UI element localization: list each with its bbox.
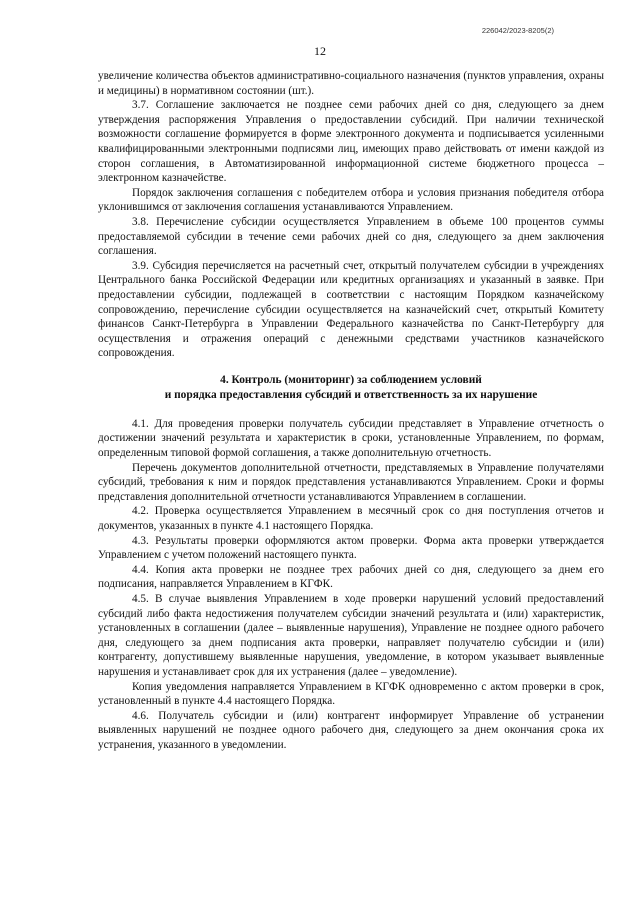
page-number: 12 [314, 44, 326, 58]
document-id: 226042/2023-8205(2) [481, 26, 554, 35]
paragraph-4-2: 4.2. Проверка осуществляется Управлением в месячный срок со дня поступления отчетов и документов, указанных в пункте 4.1 настоящего Порядка. [98, 505, 604, 533]
section-heading-line-2: и порядка предоставления субсидий и ответственность за их нарушение [164, 388, 538, 401]
paragraph-reporting-list: Перечень документов дополнительной отчетности, представляемых в Управление получателями субсидий, требования к ним и порядок представления устанавливаются Управлением. Сроки и формы представления дополнительной отчетности устанавливаются Управлением в соглашении. [98, 461, 604, 503]
paragraph-4-6: 4.6. Получатель субсидии и (или) контрагент информирует Управление об устранении выявленных нарушений не позднее одного рабочего дня, следующего за днем окончания срока их устранения, указанного в уведомлении. [98, 709, 604, 751]
section-heading-line-1: 4. Контроль (мониторинг) за соблюдением условий [220, 373, 482, 386]
paragraph-4-4: 4.4. Копия акта проверки не позднее трех рабочих дней со дня, следующего за днем его подписания, направляется Управлением в КГФК. [98, 563, 604, 591]
paragraph-4-5: 4.5. В случае выявления Управлением в ходе проверки нарушений условий предоставлений субсидий либо факта недостижения получателем субсидии значений результата и (или) характеристик, установленных в соглашении (далее – выявленные нарушения), Управление не позднее одного рабочего дня, следующего за днем подписания акта проверки, направляет получателю субсидии и (или) контрагенту, допустившему выявленные нарушения, уведомление, в котором указывает выявленные нарушения и устанавливает срок для их устранения (далее – уведомление). [98, 593, 604, 678]
section-heading [98, 373, 604, 403]
paragraph-4-1: 4.1. Для проведения проверки получатель субсидии представляет в Управление отчетность о достижении значений результата и характеристик в сроки, установленные Управлением, по формам, определенным типовой формой соглашения, а также дополнительную отчетность. [98, 417, 604, 460]
paragraph-4-3: 4.3. Результаты проверки оформляются актом проверки. Форма акта проверки утверждается Управлением с учетом положений настоящего пункта. [98, 534, 604, 562]
paragraph-agreement-procedure: Порядок заключения соглашения с победителем отбора и условия признания победителя отбора уклонившимся от заключения соглашения устанавливаются Управлением. [98, 186, 604, 214]
paragraph-notice-copy: Копия уведомления направляется Управлением в КГФК одновременно с актом проверки в срок, установленный в пункте 4.4 настоящего Порядка. [98, 680, 604, 708]
paragraph-3-7: 3.7. Соглашение заключается не позднее семи рабочих дней со дня, следующего за днем утверждения распоряжения Управления о предоставлении субсидий. При наличии технической возможности соглашение формируется в форме электронного документа и подписывается усиленными квалифицированными электронными подписями лиц, имеющих право действовать от имени каждой из сторон соглашения, в Автоматизированной информационной системе бюджетного процесса – электронном казначействе. [98, 99, 604, 185]
paragraph-3-8: 3.8. Перечисление субсидии осуществляется Управлением в объеме 100 процентов суммы предоставляемой субсидии в течение семи рабочих дней со дня, следующего за днем заключения соглашения. [98, 215, 604, 258]
paragraph-continuation: увеличение количества объектов административно-социального назначения (пунктов управления, охраны и медицины) в нормативном состоянии (шт.). [98, 70, 604, 97]
document-body [98, 69, 604, 753]
paragraph-3-9: 3.9. Субсидия перечисляется на расчетный счет, открытый получателем субсидии в учреждениях Центрального банка Российской Федерации или кредитных организациях и указанный в заявке. При предоставлении субсидии, подлежащей в соответствии с настоящим Порядком казначейскому сопровождению, перечисление субсидии осуществляется на казначейский счет, открытый Комитету финансов Санкт-Петербурга в Управлении Федерального казначейства по Санкт-Петербургу для осуществления и отражения операций с денежными средствами участников казначейского сопровождения. [98, 259, 604, 360]
